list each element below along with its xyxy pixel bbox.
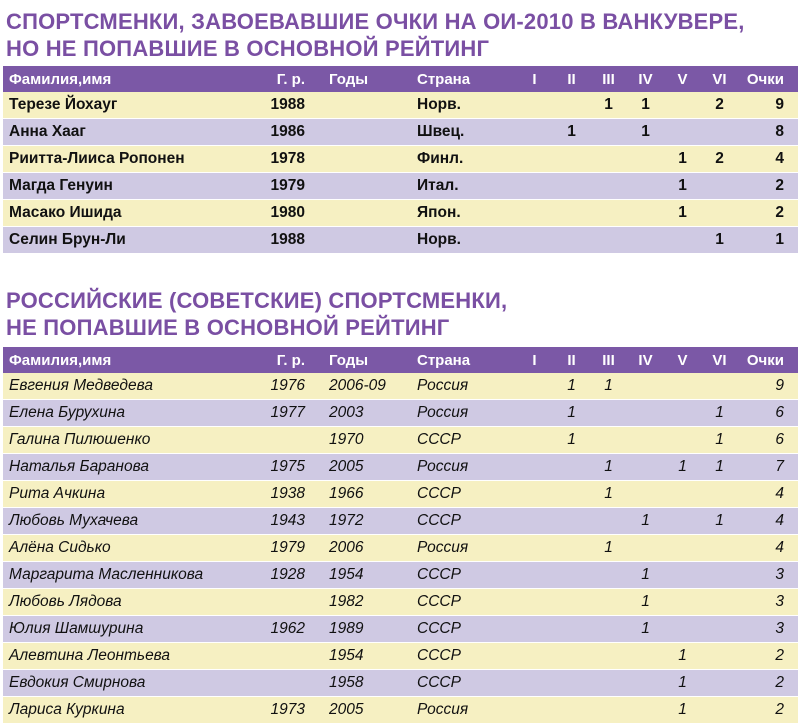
cell-place-6 — [701, 535, 738, 562]
column-header-country: Страна — [411, 347, 516, 373]
table-row — [3, 173, 798, 200]
cell-points: 6 — [738, 400, 798, 427]
cell-place-5: 1 — [664, 454, 701, 481]
cell-birth-year: 1980 — [221, 200, 311, 227]
cell-country: Швец. — [411, 119, 516, 146]
cell-place-4 — [627, 200, 664, 227]
cell-place-5: 1 — [664, 670, 701, 697]
cell-country: Норв. — [411, 92, 516, 119]
cell-points: 3 — [738, 616, 798, 643]
column-header-points: Очки — [738, 347, 798, 373]
cell-points: 3 — [738, 562, 798, 589]
cell-place-1 — [516, 616, 553, 643]
column-header-name: Фамилия,имя — [3, 66, 221, 92]
cell-place-4 — [627, 454, 664, 481]
cell-place-2 — [553, 481, 590, 508]
cell-country: Япон. — [411, 200, 516, 227]
cell-place-1 — [516, 427, 553, 454]
cell-place-3 — [590, 616, 627, 643]
cell-place-4 — [627, 697, 664, 723]
column-header-place-6: VI — [701, 347, 738, 373]
cell-place-6 — [701, 481, 738, 508]
cell-place-1 — [516, 643, 553, 670]
cell-place-6 — [701, 616, 738, 643]
cell-place-1 — [516, 200, 553, 227]
cell-place-1 — [516, 508, 553, 535]
table-header-row — [3, 66, 798, 92]
cell-place-3 — [590, 227, 627, 254]
cell-place-5: 1 — [664, 200, 701, 227]
cell-country: СССР — [411, 589, 516, 616]
cell-name: Маргарита Масленникова — [3, 562, 221, 589]
cell-place-4: 1 — [627, 508, 664, 535]
cell-place-2 — [553, 200, 590, 227]
table-row — [3, 562, 798, 589]
cell-birth-year: 1973 — [221, 697, 311, 723]
column-header-place-3: III — [590, 347, 627, 373]
cell-years — [311, 146, 411, 173]
cell-place-5 — [664, 92, 701, 119]
cell-place-1 — [516, 697, 553, 723]
cell-years — [311, 119, 411, 146]
column-header-years: Годы — [311, 66, 411, 92]
cell-name: Лариса Куркина — [3, 697, 221, 723]
cell-place-4 — [627, 643, 664, 670]
cell-place-3 — [590, 173, 627, 200]
table-row — [3, 670, 798, 697]
cell-place-6: 1 — [701, 508, 738, 535]
cell-years — [311, 92, 411, 119]
cell-birth-year: 1975 — [221, 454, 311, 481]
cell-place-5: 1 — [664, 173, 701, 200]
cell-points: 1 — [738, 227, 798, 254]
cell-place-4 — [627, 481, 664, 508]
cell-place-5: 1 — [664, 146, 701, 173]
cell-place-1 — [516, 146, 553, 173]
cell-points: 6 — [738, 427, 798, 454]
cell-place-1 — [516, 562, 553, 589]
table-row — [3, 227, 798, 254]
column-header-place-3: III — [590, 66, 627, 92]
cell-points: 8 — [738, 119, 798, 146]
cell-place-3: 1 — [590, 92, 627, 119]
cell-place-1 — [516, 119, 553, 146]
cell-place-3 — [590, 643, 627, 670]
cell-place-5 — [664, 373, 701, 400]
cell-place-4: 1 — [627, 92, 664, 119]
cell-place-3 — [590, 697, 627, 723]
cell-place-4: 1 — [627, 119, 664, 146]
cell-points: 2 — [738, 643, 798, 670]
cell-years: 1972 — [311, 508, 411, 535]
cell-points: 3 — [738, 589, 798, 616]
cell-country: СССР — [411, 643, 516, 670]
cell-years: 1958 — [311, 670, 411, 697]
cell-name: Любовь Мухачева — [3, 508, 221, 535]
cell-place-1 — [516, 373, 553, 400]
cell-birth-year: 1979 — [221, 535, 311, 562]
column-header-birth-year: Г. р. — [221, 66, 311, 92]
cell-name: Селин Брун-Ли — [3, 227, 221, 254]
cell-place-1 — [516, 400, 553, 427]
cell-years: 2005 — [311, 454, 411, 481]
cell-place-3: 1 — [590, 481, 627, 508]
cell-name: Терезе Йохауг — [3, 92, 221, 119]
cell-place-3: 1 — [590, 454, 627, 481]
column-header-place-6: VI — [701, 66, 738, 92]
cell-place-5 — [664, 119, 701, 146]
column-header-place-4: IV — [627, 66, 664, 92]
cell-place-2: 1 — [553, 373, 590, 400]
cell-name: Наталья Баранова — [3, 454, 221, 481]
cell-place-4 — [627, 400, 664, 427]
cell-points: 2 — [738, 697, 798, 723]
column-header-place-5: V — [664, 66, 701, 92]
cell-place-3: 1 — [590, 373, 627, 400]
cell-place-5 — [664, 535, 701, 562]
table-row — [3, 697, 798, 723]
cell-place-3 — [590, 670, 627, 697]
cell-place-6: 1 — [701, 454, 738, 481]
cell-years: 1989 — [311, 616, 411, 643]
table-row — [3, 400, 798, 427]
cell-birth-year: 1943 — [221, 508, 311, 535]
cell-name: Евдокия Смирнова — [3, 670, 221, 697]
cell-place-3 — [590, 589, 627, 616]
cell-country: Россия — [411, 454, 516, 481]
table-row — [3, 146, 798, 173]
cell-place-6 — [701, 373, 738, 400]
cell-place-6 — [701, 119, 738, 146]
cell-place-6 — [701, 697, 738, 723]
section1-title — [6, 8, 745, 62]
cell-place-2 — [553, 454, 590, 481]
cell-birth-year: 1986 — [221, 119, 311, 146]
cell-years: 1982 — [311, 589, 411, 616]
cell-years: 2006-09 — [311, 373, 411, 400]
table-row — [3, 427, 798, 454]
cell-birth-year: 1938 — [221, 481, 311, 508]
cell-place-5 — [664, 227, 701, 254]
cell-country: Финл. — [411, 146, 516, 173]
section1-title-line1: СПОРТСМЕНКИ, ЗАВОЕВАВШИЕ ОЧКИ НА ОИ-2010 В ВАНКУВЕРЕ, — [6, 8, 745, 35]
cell-place-6 — [701, 173, 738, 200]
table-row — [3, 508, 798, 535]
cell-name: Евгения Медведева — [3, 373, 221, 400]
cell-points: 4 — [738, 508, 798, 535]
cell-place-2 — [553, 146, 590, 173]
column-header-years: Годы — [311, 347, 411, 373]
column-header-place-2: II — [553, 347, 590, 373]
cell-place-4 — [627, 373, 664, 400]
cell-place-2 — [553, 589, 590, 616]
cell-country: СССР — [411, 616, 516, 643]
cell-place-5 — [664, 481, 701, 508]
cell-place-5 — [664, 427, 701, 454]
cell-place-1 — [516, 670, 553, 697]
cell-place-6: 1 — [701, 227, 738, 254]
cell-place-5 — [664, 562, 701, 589]
cell-place-1 — [516, 481, 553, 508]
cell-country: СССР — [411, 427, 516, 454]
cell-name: Масако Ишида — [3, 200, 221, 227]
cell-points: 4 — [738, 535, 798, 562]
cell-place-3 — [590, 400, 627, 427]
cell-name: Любовь Лядова — [3, 589, 221, 616]
cell-points: 2 — [738, 200, 798, 227]
vancouver-points-table — [3, 66, 798, 253]
cell-place-2 — [553, 562, 590, 589]
table-row — [3, 616, 798, 643]
cell-place-5 — [664, 589, 701, 616]
cell-birth-year: 1988 — [221, 227, 311, 254]
section1-title-line2: НО НЕ ПОПАВШИЕ В ОСНОВНОЙ РЕЙТИНГ — [6, 35, 745, 62]
cell-place-1 — [516, 173, 553, 200]
cell-birth-year: 1977 — [221, 400, 311, 427]
cell-place-2 — [553, 173, 590, 200]
cell-birth-year: 1988 — [221, 92, 311, 119]
cell-birth-year — [221, 643, 311, 670]
cell-years: 1970 — [311, 427, 411, 454]
cell-points: 2 — [738, 670, 798, 697]
table-row — [3, 535, 798, 562]
cell-years — [311, 227, 411, 254]
cell-place-3: 1 — [590, 535, 627, 562]
cell-place-1 — [516, 92, 553, 119]
cell-place-5: 1 — [664, 697, 701, 723]
cell-birth-year: 1928 — [221, 562, 311, 589]
cell-place-2 — [553, 616, 590, 643]
cell-points: 2 — [738, 173, 798, 200]
cell-place-3 — [590, 427, 627, 454]
cell-place-6 — [701, 643, 738, 670]
cell-place-4: 1 — [627, 562, 664, 589]
cell-place-6: 2 — [701, 146, 738, 173]
cell-years: 2003 — [311, 400, 411, 427]
cell-birth-year: 1979 — [221, 173, 311, 200]
cell-country: Россия — [411, 400, 516, 427]
cell-place-5 — [664, 400, 701, 427]
column-header-place-5: V — [664, 347, 701, 373]
cell-place-2 — [553, 670, 590, 697]
table-header-row — [3, 347, 798, 373]
cell-country: Итал. — [411, 173, 516, 200]
cell-years: 2005 — [311, 697, 411, 723]
cell-place-4 — [627, 535, 664, 562]
cell-points: 4 — [738, 146, 798, 173]
section2-title — [6, 287, 507, 341]
cell-place-1 — [516, 589, 553, 616]
cell-place-6: 1 — [701, 427, 738, 454]
cell-place-4: 1 — [627, 616, 664, 643]
table-row — [3, 373, 798, 400]
cell-name: Рита Ачкина — [3, 481, 221, 508]
cell-country: СССР — [411, 508, 516, 535]
cell-country: Норв. — [411, 227, 516, 254]
cell-country: Россия — [411, 697, 516, 723]
cell-years — [311, 200, 411, 227]
russian-athletes-table — [3, 347, 798, 723]
cell-years: 2006 — [311, 535, 411, 562]
table-row — [3, 119, 798, 146]
cell-birth-year — [221, 670, 311, 697]
cell-name: Магда Генуин — [3, 173, 221, 200]
cell-place-1 — [516, 454, 553, 481]
cell-place-1 — [516, 535, 553, 562]
cell-place-6: 2 — [701, 92, 738, 119]
cell-years: 1954 — [311, 643, 411, 670]
cell-birth-year — [221, 589, 311, 616]
column-header-name: Фамилия,имя — [3, 347, 221, 373]
cell-place-6 — [701, 670, 738, 697]
cell-place-3 — [590, 562, 627, 589]
cell-place-2 — [553, 697, 590, 723]
cell-birth-year: 1976 — [221, 373, 311, 400]
cell-country: СССР — [411, 562, 516, 589]
cell-place-2 — [553, 227, 590, 254]
cell-place-1 — [516, 227, 553, 254]
cell-place-4 — [627, 146, 664, 173]
cell-place-2: 1 — [553, 400, 590, 427]
cell-place-2: 1 — [553, 119, 590, 146]
cell-place-3 — [590, 508, 627, 535]
table-row — [3, 481, 798, 508]
column-header-place-1: I — [516, 66, 553, 92]
column-header-place-1: I — [516, 347, 553, 373]
cell-name: Алёна Сидько — [3, 535, 221, 562]
cell-birth-year: 1962 — [221, 616, 311, 643]
cell-place-6 — [701, 200, 738, 227]
cell-country: Россия — [411, 373, 516, 400]
cell-place-4 — [627, 670, 664, 697]
cell-place-6 — [701, 562, 738, 589]
cell-birth-year: 1978 — [221, 146, 311, 173]
cell-place-3 — [590, 119, 627, 146]
section2-title-line1: РОССИЙСКИЕ (СОВЕТСКИЕ) СПОРТСМЕНКИ, — [6, 287, 507, 314]
cell-place-3 — [590, 200, 627, 227]
cell-place-2: 1 — [553, 427, 590, 454]
cell-country: СССР — [411, 670, 516, 697]
cell-points: 9 — [738, 373, 798, 400]
section2-title-line2: НЕ ПОПАВШИЕ В ОСНОВНОЙ РЕЙТИНГ — [6, 314, 507, 341]
cell-country: СССР — [411, 481, 516, 508]
column-header-points: Очки — [738, 66, 798, 92]
cell-name: Алевтина Леонтьева — [3, 643, 221, 670]
cell-points: 7 — [738, 454, 798, 481]
cell-points: 4 — [738, 481, 798, 508]
cell-place-5 — [664, 616, 701, 643]
cell-name: Елена Бурухина — [3, 400, 221, 427]
cell-place-2 — [553, 535, 590, 562]
cell-place-2 — [553, 508, 590, 535]
column-header-birth-year: Г. р. — [221, 347, 311, 373]
cell-place-2 — [553, 643, 590, 670]
cell-country: Россия — [411, 535, 516, 562]
cell-place-5: 1 — [664, 643, 701, 670]
column-header-place-4: IV — [627, 347, 664, 373]
cell-points: 9 — [738, 92, 798, 119]
cell-name: Анна Хааг — [3, 119, 221, 146]
cell-place-4: 1 — [627, 589, 664, 616]
cell-name: Риитта-Лииса Ропонен — [3, 146, 221, 173]
column-header-place-2: II — [553, 66, 590, 92]
cell-place-6 — [701, 589, 738, 616]
cell-place-4 — [627, 227, 664, 254]
cell-name: Юлия Шамшурина — [3, 616, 221, 643]
table-row — [3, 454, 798, 481]
cell-name: Галина Пилюшенко — [3, 427, 221, 454]
cell-place-4 — [627, 173, 664, 200]
cell-place-2 — [553, 92, 590, 119]
cell-years: 1966 — [311, 481, 411, 508]
cell-years: 1954 — [311, 562, 411, 589]
table-row — [3, 92, 798, 119]
table-row — [3, 643, 798, 670]
table-row — [3, 589, 798, 616]
cell-place-4 — [627, 427, 664, 454]
cell-place-5 — [664, 508, 701, 535]
table-row — [3, 200, 798, 227]
column-header-country: Страна — [411, 66, 516, 92]
cell-birth-year — [221, 427, 311, 454]
cell-place-3 — [590, 146, 627, 173]
cell-years — [311, 173, 411, 200]
cell-place-6: 1 — [701, 400, 738, 427]
